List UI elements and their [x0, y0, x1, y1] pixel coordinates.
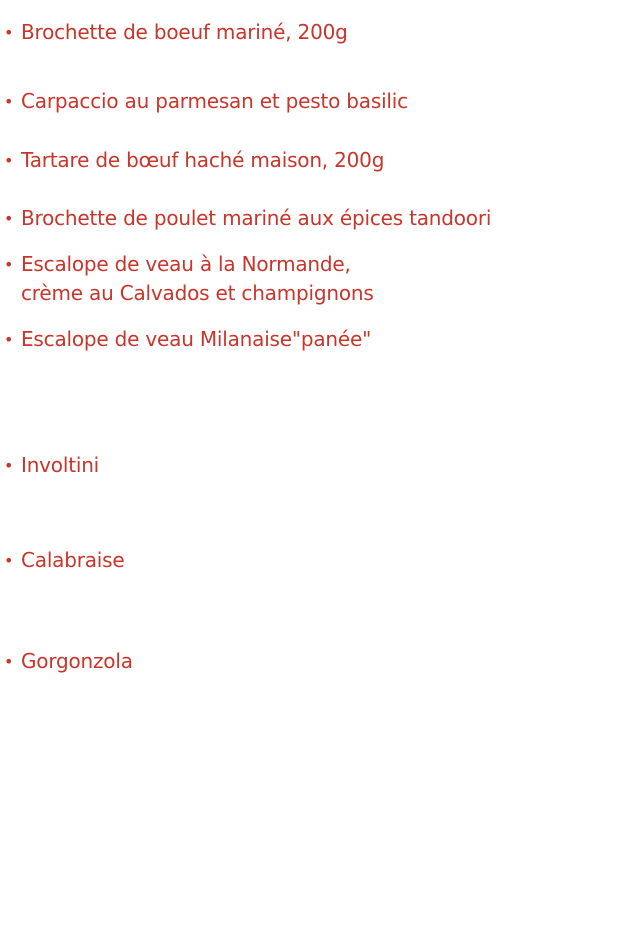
menu-item-label [21, 325, 371, 354]
bullet-icon: • [4, 151, 14, 170]
menu-item-label [21, 546, 125, 575]
menu-item [4, 451, 99, 480]
menu-item-label [21, 18, 348, 47]
menu-item-line: Brochette de poulet mariné aux épices tandoori [21, 206, 492, 230]
menu-item [4, 647, 133, 676]
menu-item-label [21, 204, 491, 233]
menu-item-line: Brochette de boeuf mariné, 200g [21, 20, 348, 44]
menu-item-line: crème au Calvados et champignons [21, 281, 374, 305]
bullet-icon: • [4, 652, 14, 671]
menu-item [4, 325, 371, 354]
menu-item [4, 204, 491, 233]
menu-item [4, 18, 348, 47]
menu-item-label [21, 451, 99, 480]
menu-item-label [21, 647, 133, 676]
menu-item-line: Involtini [21, 453, 100, 477]
menu-item-line: Calabraise [21, 548, 125, 572]
bullet-icon: • [4, 551, 14, 570]
menu-item-line: Tartare de bœuf haché maison, 200g [21, 148, 385, 172]
menu-item-line: Carpaccio au parmesan et pesto basilic [21, 89, 408, 113]
bullet-icon: • [4, 209, 14, 228]
bullet-icon: • [4, 456, 14, 475]
bullet-icon: • [4, 23, 14, 42]
menu-item [4, 87, 408, 116]
menu-item-line: Escalope de veau à la Normande, [21, 252, 351, 276]
menu-item-line: Gorgonzola [21, 649, 133, 673]
bullet-icon: • [4, 92, 14, 111]
menu-item-label [21, 146, 384, 175]
bullet-icon: • [4, 330, 14, 349]
menu-item [4, 146, 384, 175]
menu-item-label [21, 250, 374, 308]
bullet-icon: • [4, 255, 14, 274]
menu-item [4, 546, 125, 575]
menu-item [4, 250, 374, 308]
menu-item-line: Escalope de veau Milanaise"panée" [21, 327, 372, 351]
menu-item-label [21, 87, 408, 116]
